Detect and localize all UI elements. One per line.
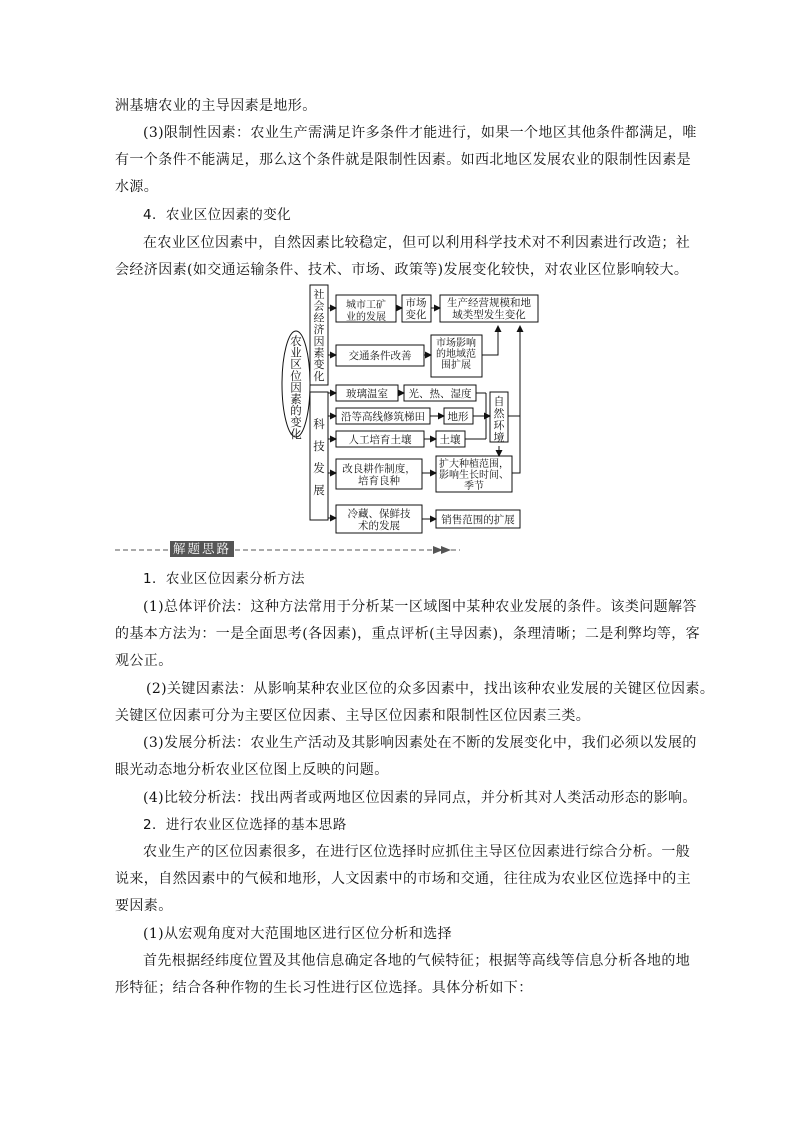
paragraph-line: 首先根据经纬度位置及其他信息确定各地的气候特征；根据等高线等信息分析各地的地 [143,953,691,969]
paragraph-line: 观公正。 [115,653,173,669]
paragraph-line: 眼光动态地分析农业区位图上反映的问题。 [115,762,389,778]
center-label: 农业区位因素的变化 [290,334,302,441]
paragraph-line: 在农业区位因素中，自然因素比较稳定，但可以利用科学技术对不利因素进行改造；社 [143,235,691,251]
paragraph-line: 有一个条件不能满足，那么这个条件就是限制性因素。如西北地区发展农业的限制性因素是 [115,152,691,168]
paragraph-line: 形特征；结合各种作物的生长习性进行区位选择。具体分析如下： [115,980,533,996]
expand-planting-label: 扩大种植范围，影响生长时间、季节 [439,459,509,492]
paragraph-line: 会经济因素(如交通运输条件、技术、市场、政策等)发展变化较快，对农业区位影响较大。 [115,262,689,278]
paragraph-line: (2)关键因素法：从影响某种农业区位的众多因素中，找出该种农业发展的关键区位因素。 [146,681,715,697]
paragraph-line: 说来，自然因素中的气候和地形，人文因素中的市场和交通，往往成为农业区位选择中的主 [115,871,691,887]
transport-label: 交通条件改善 [348,350,412,362]
improve-farming-label: 改良耕作制度，培育良种 [342,463,416,487]
natural-env-label: 自然环境 [493,395,505,444]
paragraph-line: (4)比较分析法：找出两者或两地区位因素的异同点，并分析其对人类活动形态的影响。 [143,790,697,806]
greenhouse-label: 玻璃温室 [346,388,388,400]
section-heading: 2．进行农业区位选择的基本思路 [143,817,347,833]
paragraph-line: 农业生产的区位因素很多，在进行区位选择时应抓住主导区位因素进行综合分析。一般 [143,844,691,860]
divider-label: 解题思路 [170,541,234,557]
paragraph-line: 要因素。 [115,898,173,914]
factor-change-diagram [0,0,794,545]
market-change-label: 市场变化 [405,297,427,321]
paragraph-line: 的基本方法为：一是全面思考(各因素)，重点评析(主导因素)，条理清晰；二是利弊均等，客 [115,626,701,642]
sales-range-label: 销售范围的扩展 [441,514,515,526]
terraces-label: 沿等高线修筑梯田 [341,411,425,423]
paragraph-line: (3)发展分析法：农业生产活动及其影响因素处在不断的发展变化中，我们必须以发展的 [143,735,697,751]
paragraph-line: 关键区位因素可分为主要区位因素、主导区位因素和限制性区位因素三类。 [115,708,591,724]
paragraph-line: (3)限制性因素：农业生产需满足许多条件才能进行，如果一个地区其他条件都满足，唯 [143,125,697,141]
soil-label: 土壤 [439,434,461,446]
section-divider [115,540,465,560]
tech-label: 科技发展 [313,417,325,497]
paragraph-line: 洲基塘农业的主导因素是地形。 [115,98,317,114]
paragraph-line: 水源。 [115,179,159,195]
refrigeration-label: 冷藏、保鲜技术的发展 [347,508,411,532]
market-range-label: 市场影响的地域范围扩展 [436,338,476,371]
paragraph-line: (1)总体评价法：这种方法常用于分析某一区域图中某种农业发展的条件。该类问题解答 [143,599,697,615]
light-heat-label: 光、热、湿度 [408,388,472,400]
divider-line [115,540,465,560]
social-label: 社会经济因素变化 [313,288,325,383]
production-scale-label: 生产经营规模和地域类型发生变化 [447,297,531,321]
soil-artificial-label: 人工培育土壤 [348,434,412,446]
terrain-label: 地形 [447,411,469,423]
city-mining-label: 城市工矿业的发展 [346,300,386,323]
section-heading: 4．农业区位因素的变化 [143,207,291,223]
section-heading: 1．农业区位因素分析方法 [143,571,305,587]
paragraph-line: (1)从宏观角度对大范围地区进行区位分析和选择 [143,926,453,942]
tech-group-box [310,392,328,520]
